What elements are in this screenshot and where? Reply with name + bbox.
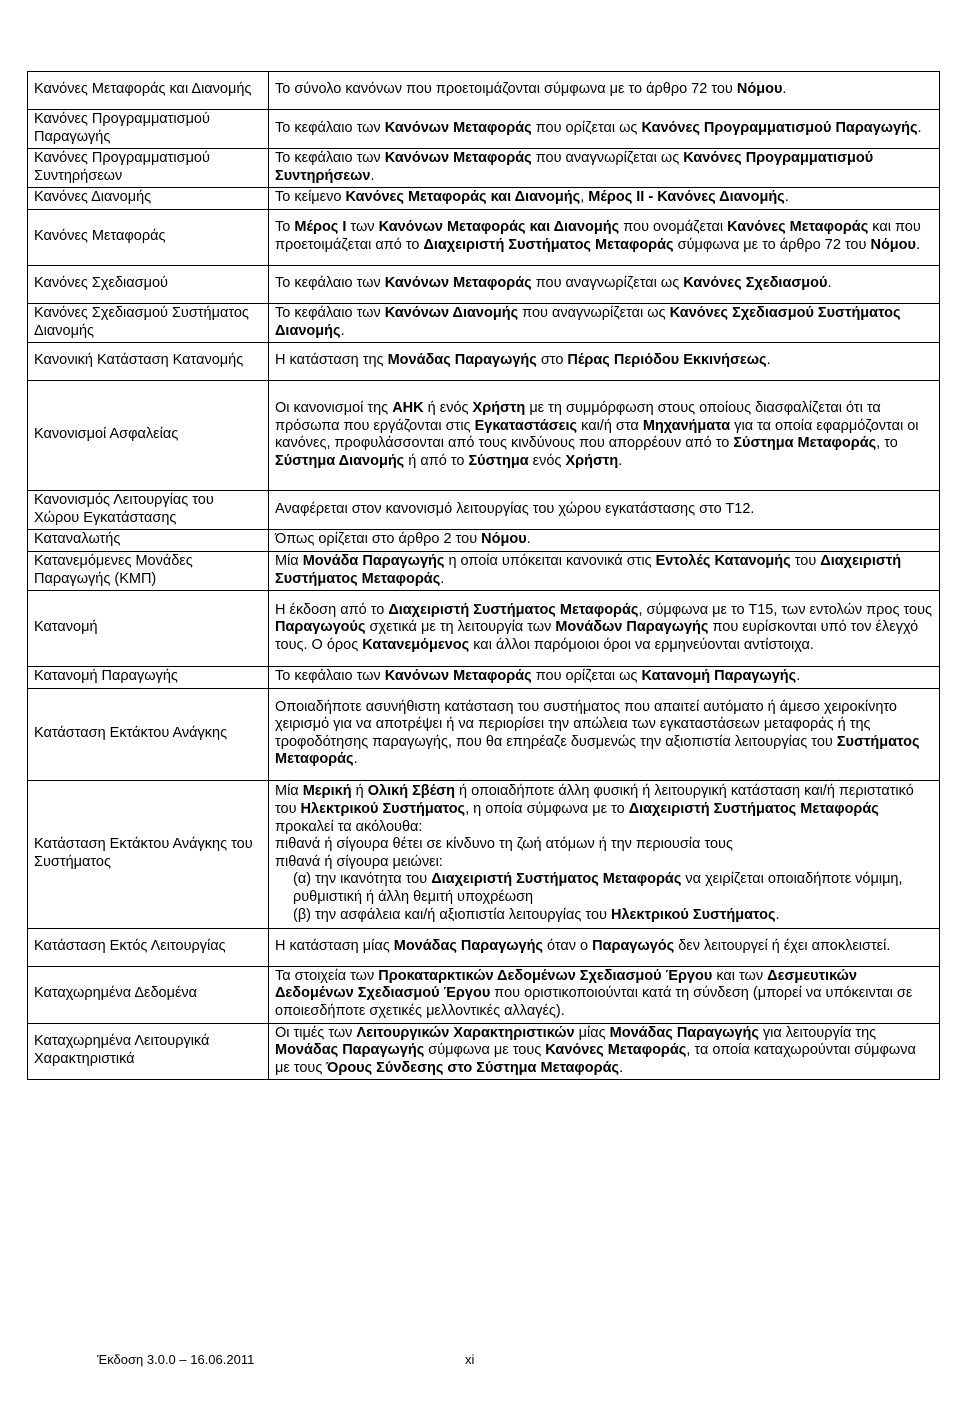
definition-text	[275, 275, 933, 293]
definition-line	[275, 854, 933, 872]
text-run: Οι κανονισμοί της	[275, 399, 393, 416]
footer-version: Έκδοση 3.0.0 – 16.06.2011	[97, 1352, 255, 1367]
bold-term: Κανόνων Μεταφοράς και Διανομής	[378, 219, 620, 236]
bold-term: Ηλεκτρικού Συστήματος	[300, 800, 466, 817]
text-run: που ορίζεται ως	[531, 119, 642, 136]
text-run: και που προετοιμάζεται από το	[275, 219, 921, 253]
term-cell: Κατανομή	[28, 591, 269, 667]
text-run: που ορίζεται ως	[531, 668, 642, 685]
text-run: .	[775, 906, 780, 923]
text-run: Τα στοιχεία των	[275, 967, 379, 984]
bold-term: Διαχειριστή Συστήματος Μεταφοράς	[431, 871, 682, 888]
definition-text	[275, 400, 933, 470]
table-row	[28, 1023, 940, 1080]
text-run: Οι τιμές των	[275, 1024, 357, 1041]
text-run: που αναγνωρίζεται ως	[531, 275, 684, 292]
bold-term: Κανόνων Διανομής	[384, 304, 519, 321]
table-row	[28, 110, 940, 149]
definition-cell	[269, 381, 940, 491]
text-run: και των	[712, 967, 768, 984]
definition-text	[275, 219, 933, 254]
text-run: , η οποία σύμφωνα με το	[465, 800, 629, 817]
text-run: προκαλεί τα ακόλουθα:	[275, 818, 423, 835]
text-run: που ονομάζεται	[619, 219, 728, 236]
definition-text	[275, 81, 933, 99]
bold-term: Ηλεκτρικού Συστήματος	[610, 906, 776, 923]
text-run: Το κεφάλαιο των	[275, 150, 385, 167]
text-run: και άλλοι παρόμοιοι όροι να ερμηνεύονται αντίστοιχα.	[469, 636, 814, 653]
definition-cell	[269, 551, 940, 590]
bold-term: Κανόνες Μεταφοράς και Διανομής	[345, 189, 581, 206]
definition-cell	[269, 591, 940, 667]
bold-term: Κανόνες Μεταφοράς	[727, 219, 869, 236]
text-run: Αναφέρεται στον κανονισμό λειτουργίας του χώρου εγκατάστασης στο Τ12.	[275, 500, 755, 517]
definition-cell	[269, 209, 940, 265]
bold-term: Χρήστη	[472, 399, 526, 416]
text-run: σύμφωνα με το άρθρο 72 του	[673, 236, 871, 253]
definition-text	[275, 305, 933, 340]
text-run: .	[827, 275, 832, 292]
text-run: πιθανά ή σίγουρα μειώνει:	[275, 853, 443, 870]
bold-term: Μέρος ΙΙ - Κανόνες Διανομής	[588, 189, 785, 206]
term-cell: Κατάσταση Εκτάκτου Ανάγκης του Συστήματος	[28, 780, 269, 928]
text-run: Όπως ορίζεται στο άρθρο 2 του	[275, 531, 482, 548]
table-row	[28, 188, 940, 210]
text-run: Η κατάσταση της	[275, 352, 388, 369]
bold-term: Νόμου	[736, 81, 783, 98]
table-row	[28, 551, 940, 590]
term-cell: Κανόνες Μεταφοράς και Διανομής	[28, 72, 269, 110]
bold-term: Μονάδα Παραγωγής	[302, 552, 445, 569]
text-run: Το κείμενο	[275, 189, 346, 206]
table-row	[28, 303, 940, 342]
bold-term: Διαχειριστή Συστήματος Μεταφοράς	[275, 552, 902, 587]
definition-cell	[269, 928, 940, 966]
bold-term: Εντολές Κατανομής	[655, 552, 791, 569]
bold-term: Λειτουργικών Χαρακτηριστικών	[356, 1024, 575, 1041]
text-run: .	[370, 167, 375, 184]
table-row	[28, 491, 940, 530]
text-run: .	[526, 531, 531, 548]
text-run: .	[619, 1059, 624, 1076]
definition-cell	[269, 667, 940, 689]
term-cell: Κανόνες Σχεδιασμού	[28, 265, 269, 303]
text-run: .	[784, 189, 789, 206]
bold-term: Μερική	[302, 783, 352, 800]
text-run: Μία	[275, 783, 303, 800]
table-row	[28, 667, 940, 689]
bold-term: Κατανομή Παραγωγής	[641, 668, 797, 685]
text-run: που αναγνωρίζεται ως	[531, 150, 684, 167]
text-run: του	[790, 552, 821, 569]
text-run: στο	[536, 352, 568, 369]
bold-term: Εγκαταστάσεις	[474, 417, 578, 434]
text-run: σχετικά με τη λειτουργία των	[365, 619, 556, 636]
bold-term: Σύστημα	[468, 452, 529, 469]
bold-term: Κανόνων Μεταφοράς	[384, 150, 532, 167]
bold-term: Σύστημα Διανομής	[275, 452, 405, 469]
text-run: ή από το	[404, 452, 469, 469]
term-cell: Κατάσταση Εκτός Λειτουργίας	[28, 928, 269, 966]
definition-text	[275, 968, 933, 1021]
term-cell: Κανόνες Σχεδιασμού Συστήματος Διανομής	[28, 303, 269, 342]
bold-term: ΑΗΚ	[392, 399, 424, 416]
text-run: που ευρίσκονται υπό τον έλεγχό τους. Ο όρος	[275, 619, 919, 653]
table-row	[28, 381, 940, 491]
bold-term: Νόμου	[870, 236, 916, 253]
table-row	[28, 149, 940, 188]
term-cell: Καταναλωτής	[28, 530, 269, 552]
table-row	[28, 265, 940, 303]
definitions-table	[27, 71, 940, 1080]
bold-term: Κανόνες Προγραμματισμού Συντηρήσεων	[275, 150, 874, 184]
definition-text	[275, 352, 933, 370]
table-row	[28, 343, 940, 381]
definition-cell	[269, 303, 940, 342]
definition-cell	[269, 530, 940, 552]
definition-text	[275, 938, 933, 956]
table-row	[28, 591, 940, 667]
text-run: , το	[876, 435, 898, 452]
definition-cell	[269, 149, 940, 188]
bold-term: Διαχειριστή Συστήματος Μεταφοράς	[423, 236, 674, 253]
bold-term: Όρους Σύνδεσης στο Σύστημα Μεταφοράς	[326, 1059, 620, 1076]
definition-cell	[269, 188, 940, 210]
definition-text	[275, 150, 933, 185]
bold-term: Μονάδας Παραγωγής	[393, 937, 543, 954]
text-run: Οποιαδήποτε ασυνήθιστη κατάσταση του συστήματος που απαιτεί αυτόματο ή άμεσο χειροκίνητο χειρισμό για να αποτρέψει ή να περιορίσει την απώλεια των εγκαταστάσεων μεταφοράς ή της τροφοδότησης παραγωγής, που θα επηρέαζε δυσμενώς την αξιοπιστία λειτουργίας του	[275, 698, 897, 750]
definition-cell	[269, 1023, 940, 1080]
text-run: Το σύνολο κανόνων που προετοιμάζονται σύμφωνα με το άρθρο 72 του	[275, 81, 737, 98]
text-run: .	[440, 570, 445, 587]
text-run: και/ή στα	[577, 417, 643, 434]
table-row	[28, 209, 940, 265]
definition-cell	[269, 966, 940, 1023]
definition-text	[275, 1025, 933, 1078]
bold-term: Παραγωγός	[592, 937, 675, 954]
definition-line	[275, 836, 933, 854]
text-run: .	[915, 236, 920, 253]
bold-term: Σύστημα Μεταφοράς	[733, 435, 877, 452]
text-run: .	[782, 81, 787, 98]
bold-term: Συστήματος Μεταφοράς	[275, 733, 920, 768]
bold-term: Διαχειριστή Συστήματος Μεταφοράς	[388, 601, 639, 618]
text-run: ,	[580, 189, 589, 206]
text-run: .	[340, 322, 345, 339]
text-run: για τα οποία εφαρμόζονται οι κανόνες, προφυλάσσονται από τους κινδύνους που απορρέουν από το	[275, 417, 919, 452]
table-row	[28, 780, 940, 928]
bold-term: Μονάδας Παραγωγής	[387, 352, 537, 369]
text-run: Το κεφάλαιο των	[275, 275, 385, 292]
text-run: .	[796, 668, 801, 685]
bold-term: Ολική Σβέση	[367, 783, 455, 800]
table-row	[28, 966, 940, 1023]
definition-cell	[269, 780, 940, 928]
term-cell: Κατάσταση Εκτάκτου Ανάγκης	[28, 688, 269, 780]
definition-cell	[269, 265, 940, 303]
term-cell: Κανόνες Διανομής	[28, 188, 269, 210]
text-run: μίας	[574, 1024, 610, 1041]
table-row	[28, 688, 940, 780]
term-cell: Κατανομή Παραγωγής	[28, 667, 269, 689]
bold-term: Κανόνων Μεταφοράς	[384, 275, 532, 292]
text-run: .	[766, 352, 771, 369]
bold-term: Κανόνες Μεταφοράς	[545, 1042, 687, 1059]
text-run: όταν ο	[542, 937, 593, 954]
footer-page-number: xi	[465, 1352, 475, 1367]
bold-term: Κανόνων Μεταφοράς	[384, 119, 532, 136]
text-run: δεν λειτουργεί ή έχει αποκλειστεί.	[674, 937, 891, 954]
term-cell: Κανόνες Προγραμματισμού Συντηρήσεων	[28, 149, 269, 188]
definition-cell	[269, 343, 940, 381]
bold-term: Κανόνων Μεταφοράς	[384, 668, 532, 685]
bold-term: Κατανεμόμενος	[362, 636, 470, 653]
definition-text	[275, 501, 933, 519]
text-run: ή ενός	[423, 399, 473, 416]
bold-term: Δεσμευτικών Δεδομένων Σχεδιασμού Έργου	[275, 967, 857, 1002]
text-run: (α) την ικανότητα του	[293, 871, 432, 888]
text-run: .	[353, 751, 358, 768]
text-run: των	[346, 219, 379, 236]
definition-text	[275, 553, 933, 588]
bold-term: Παραγωγούς	[275, 619, 366, 636]
definition-text	[275, 120, 933, 138]
definition-cell	[269, 491, 940, 530]
text-run: Το κεφάλαιο των	[275, 668, 385, 685]
text-run: Η έκδοση από το	[275, 601, 389, 618]
text-run: να χειρίζεται οποιαδήποτε νόμιμη, ρυθμιστική ή άλλη θεμιτή υποχρέωση	[293, 871, 903, 905]
text-run: η οποία υπόκειται κανονικά στις	[444, 552, 656, 569]
definition-text	[275, 602, 933, 655]
bold-term: Πέρας Περιόδου Εκκινήσεως	[567, 352, 767, 369]
text-run: , τα οποία καταχωρούνται σύμφωνα με τους	[275, 1042, 916, 1076]
bold-term: Χρήστη	[565, 452, 619, 469]
text-run: , σύμφωνα με το Τ15, των εντολών προς τους	[638, 601, 933, 618]
table-row	[28, 72, 940, 110]
text-run: Η κατάσταση μίας	[275, 937, 394, 954]
bold-term: Κανόνες Προγραμματισμού Παραγωγής	[641, 119, 918, 136]
term-cell: Κανόνες Προγραμματισμού Παραγωγής	[28, 110, 269, 149]
table-row	[28, 928, 940, 966]
text-run: (β) την ασφάλεια και/ή αξιοπιστία λειτουργίας του	[293, 906, 611, 923]
text-run: που αναγνωρίζεται ως	[518, 304, 670, 321]
text-run: Το κεφάλαιο των	[275, 304, 385, 321]
text-run: Μία	[275, 552, 303, 569]
text-run: ή	[351, 783, 368, 800]
bold-term: Μηχανήματα	[642, 417, 731, 434]
term-cell: Κανονισμοί Ασφαλείας	[28, 381, 269, 491]
definition-text	[275, 783, 933, 836]
term-cell: Καταχωρημένα Λειτουργικά Χαρακτηριστικά	[28, 1023, 269, 1080]
text-run: πιθανά ή σίγουρα θέτει σε κίνδυνο τη ζωή ατόμων ή την περιουσία τους	[275, 836, 733, 853]
term-cell: Κατανεμόμενες Μονάδες Παραγωγής (ΚΜΠ)	[28, 551, 269, 590]
bold-term: Προκαταρκτικών Δεδομένων Σχεδιασμού Έργου	[378, 967, 713, 984]
definition-subitem	[275, 871, 933, 906]
text-run: .	[917, 119, 922, 136]
text-run: με τη συμμόρφωση στους οποίους διασφαλίζεται ότι τα πρόσωπα που εργάζονται στις	[275, 399, 881, 434]
bold-term: Κανόνες Σχεδιασμού	[683, 275, 828, 292]
definitions-body	[28, 72, 940, 1080]
text-run: .	[618, 452, 623, 469]
text-run: ενός	[528, 452, 566, 469]
definition-cell	[269, 688, 940, 780]
text-run: σύμφωνα με τους	[424, 1042, 546, 1059]
bold-term: Μονάδων Παραγωγής	[555, 619, 709, 636]
term-cell: Καταχωρημένα Δεδομένα	[28, 966, 269, 1023]
definition-text	[275, 699, 933, 769]
bold-term: Μονάδας Παραγωγής	[275, 1042, 425, 1059]
text-run: Το	[275, 219, 295, 236]
text-run: ή οποιαδήποτε άλλη φυσική ή λειτουργική κατάσταση και/ή περιστατικό του	[275, 783, 914, 817]
definition-text	[275, 668, 933, 686]
term-cell: Κανονισμός Λειτουργίας του Χώρου Εγκατάστασης	[28, 491, 269, 530]
definition-text	[275, 189, 933, 207]
definition-cell	[269, 110, 940, 149]
definition-text	[275, 531, 933, 549]
bold-term: Κανόνες Σχεδιασμού Συστήματος Διανομής	[275, 304, 901, 339]
bold-term: Νόμου	[481, 531, 527, 548]
definition-subitem	[275, 907, 933, 925]
table-row	[28, 530, 940, 552]
text-run: που οριστικοποιούνται κατά τη σύνδεση (μπορεί να υπόκεινται σε οποιεσδήποτε σχετικές μελλοντικές αλλαγές).	[275, 985, 913, 1019]
text-run: Το κεφάλαιο των	[275, 119, 385, 136]
bold-term: Διαχειριστή Συστήματος Μεταφοράς	[628, 800, 879, 817]
bold-term: Μονάδας Παραγωγής	[609, 1024, 759, 1041]
text-run: για λειτουργία της	[758, 1024, 877, 1041]
definition-cell	[269, 72, 940, 110]
term-cell: Κανόνες Μεταφοράς	[28, 209, 269, 265]
term-cell: Κανονική Κατάσταση Κατανομής	[28, 343, 269, 381]
bold-term: Μέρος Ι	[294, 219, 347, 236]
